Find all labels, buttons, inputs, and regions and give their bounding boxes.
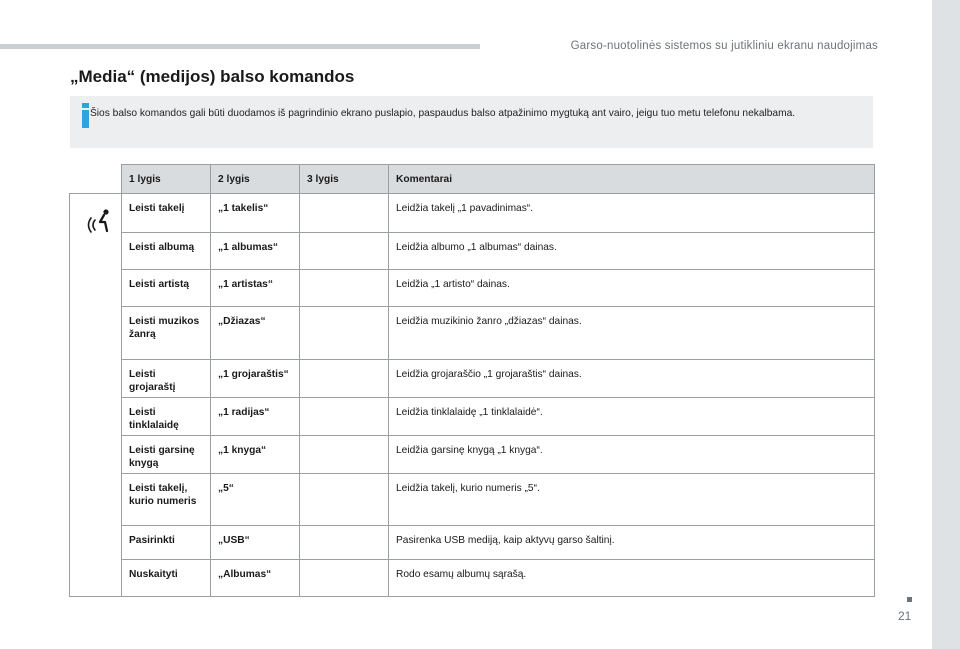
table-header-row	[70, 165, 875, 194]
icon-column-header	[70, 165, 122, 194]
info-text: Šios balso komandos gali būti duodamos iš pagrindinio ekrano puslapio, paspaudus balso atpažinimo mygtuką ant vairo, jeigu tuo metu telefonu nekalbama.	[90, 108, 796, 119]
table-row	[70, 307, 875, 360]
table-row	[70, 270, 875, 307]
comment-cell: Leidžia „1 artisto“ dainas.	[389, 270, 875, 307]
info-icon	[81, 103, 90, 128]
voice-commands-table	[69, 164, 875, 597]
comment-cell: Leidžia takelį, kurio numeris „5“.	[389, 474, 875, 526]
comment-cell: Pasirenka USB mediją, kaip aktyvų garso šaltinį.	[389, 526, 875, 560]
level1-cell: Leisti takelį, kurio numeris	[122, 474, 211, 526]
table-row	[70, 526, 875, 560]
page-marker-dot	[907, 597, 912, 602]
table-row	[70, 194, 875, 233]
level1-cell: Leisti grojaraštį	[122, 360, 211, 398]
icon-cell	[70, 194, 122, 597]
level3-cell	[300, 233, 389, 270]
level1-cell: Leisti garsinę knygą	[122, 436, 211, 474]
level1-cell: Leisti albumą	[122, 233, 211, 270]
level2-cell: „5“	[211, 474, 300, 526]
level2-cell: „1 albumas“	[211, 233, 300, 270]
table-row	[70, 398, 875, 436]
column-header: 1 lygis	[122, 165, 211, 194]
column-header: Komentarai	[389, 165, 875, 194]
level3-cell	[300, 307, 389, 360]
level2-cell: „1 artistas“	[211, 270, 300, 307]
level3-cell	[300, 194, 389, 233]
info-box	[70, 96, 873, 148]
side-margin-bar	[932, 0, 960, 649]
level2-cell: „1 takelis“	[211, 194, 300, 233]
table-row	[70, 474, 875, 526]
comment-cell: Leidžia garsinę knygą „1 knyga“.	[389, 436, 875, 474]
comment-cell: Leidžia grojaraščio „1 grojaraštis“ dainas.	[389, 360, 875, 398]
level1-cell: Leisti artistą	[122, 270, 211, 307]
page-number: 21	[898, 609, 912, 623]
level3-cell	[300, 560, 389, 597]
table-row	[70, 436, 875, 474]
level1-cell: Leisti takelį	[122, 194, 211, 233]
level2-cell: „1 knyga“	[211, 436, 300, 474]
column-header: 3 lygis	[300, 165, 389, 194]
table-row	[70, 360, 875, 398]
level2-cell: „1 grojaraštis“	[211, 360, 300, 398]
level1-cell: Pasirinkti	[122, 526, 211, 560]
level2-cell: „1 radijas“	[211, 398, 300, 436]
level3-cell	[300, 474, 389, 526]
table-row	[70, 560, 875, 597]
level3-cell	[300, 398, 389, 436]
page-title: „Media“ (medijos) balso komandos	[70, 67, 355, 86]
level3-cell	[300, 360, 389, 398]
level2-cell: „USB“	[211, 526, 300, 560]
comment-cell: Rodo esamų albumų sąrašą.	[389, 560, 875, 597]
level3-cell	[300, 270, 389, 307]
table-row	[70, 233, 875, 270]
level1-cell: Nuskaityti	[122, 560, 211, 597]
level2-cell: „Džiazas“	[211, 307, 300, 360]
comment-cell: Leidžia albumo „1 albumas“ dainas.	[389, 233, 875, 270]
column-header: 2 lygis	[211, 165, 300, 194]
header-rule	[0, 44, 480, 49]
level3-cell	[300, 436, 389, 474]
level2-cell: „Albumas“	[211, 560, 300, 597]
level3-cell	[300, 526, 389, 560]
comment-cell: Leidžia muzikinio žanro „džiazas“ dainas.	[389, 307, 875, 360]
level1-cell: Leisti muzikos žanrą	[122, 307, 211, 360]
comment-cell: Leidžia takelį „1 pavadinimas“.	[389, 194, 875, 233]
running-header: Garso-nuotolinės sistemos su jutikliniu ekranu naudojimas	[570, 40, 878, 52]
voice-command-icon	[87, 208, 115, 236]
level1-cell: Leisti tinklalaidę	[122, 398, 211, 436]
comment-cell: Leidžia tinklalaidę „1 tinklalaidė“.	[389, 398, 875, 436]
